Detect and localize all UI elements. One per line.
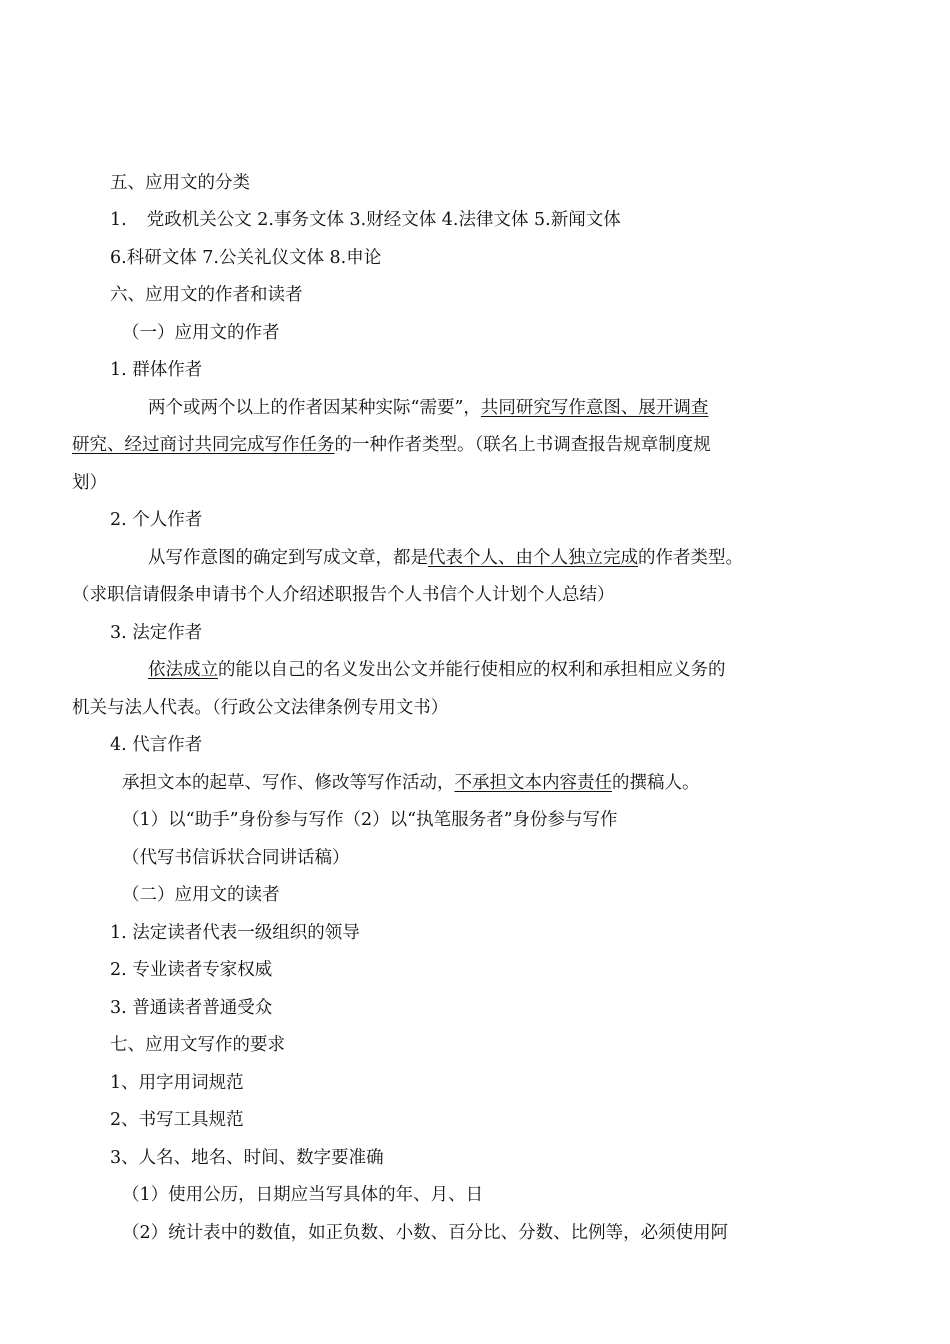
section-heading-7: 七、应用文写作的要求 — [110, 1035, 285, 1055]
list-item-req-3: 3、人名、地名、时间、数字要准确 — [110, 1148, 384, 1168]
item-heading-legal-author: 3. 法定作者 — [110, 623, 203, 643]
text-run: 的作者类型。 — [638, 548, 743, 568]
item-heading-individual-author: 2. 个人作者 — [110, 510, 203, 530]
underlined-text: 不承担文本内容责任 — [454, 773, 612, 793]
paragraph-line: （代写书信诉状合同讲话稿） — [122, 848, 350, 868]
text-run: 从写作意图的确定到写成文章，都是 — [148, 548, 428, 568]
paragraph-line — [72, 433, 711, 457]
text-run: 的一种作者类型。（联名上书调查报告规章制度规 — [334, 435, 711, 455]
list-item-req-2: 2、书写工具规范 — [110, 1110, 244, 1130]
paragraph-line: 机关与法人代表。（行政公文法律条例专用文书） — [72, 698, 449, 718]
list-item-req-1: 1、用字用词规范 — [110, 1073, 244, 1093]
underlined-text: 研究、经过商讨共同完成写作任务 — [72, 435, 335, 455]
paragraph-line — [148, 546, 743, 570]
paragraph-line: 划） — [72, 473, 107, 493]
paragraph-line — [148, 658, 726, 682]
subsection-heading-authors: （一）应用文的作者 — [122, 323, 280, 343]
subsection-heading-readers: （二）应用文的读者 — [122, 885, 280, 905]
paragraph-line: （求职信请假条申请书个人介绍述职报告个人书信个人计划个人总结） — [72, 585, 615, 605]
list-item-2: 6.科研文体 7.公关礼仪文体 8.申论 — [110, 248, 382, 268]
sub-item-2: （2）统计表中的数值，如正负数、小数、百分比、分数、比例等，必须使用阿 — [122, 1223, 729, 1243]
underlined-text: 代表个人、由个人独立完成 — [428, 548, 638, 568]
paragraph-line — [122, 771, 700, 795]
underlined-text: 共同研究写作意图、展开调查 — [480, 398, 709, 418]
list-item-reader-1: 1. 法定读者代表一级组织的领导 — [110, 923, 360, 943]
item-heading-ghost-author: 4. 代言作者 — [110, 735, 203, 755]
list-text: 党政机关公文 2.事务文体 3.财经文体 4.法律文体 5.新闻文体 — [146, 210, 621, 230]
item-heading-group-author: 1. 群体作者 — [110, 360, 203, 380]
list-number: 1. — [110, 210, 127, 230]
text-run: 承担文本的起草、写作、修改等写作活动， — [122, 773, 455, 793]
section-heading-6: 六、应用文的作者和读者 — [110, 285, 303, 305]
list-item-reader-3: 3. 普通读者普通受众 — [110, 998, 273, 1018]
list-item-1 — [110, 208, 621, 232]
underlined-text: 依法成立 — [148, 660, 218, 680]
text-run: 的撰稿人。 — [612, 773, 700, 793]
paragraph-line: （1）以“助手”身份参与写作（2）以“执笔服务者”身份参与写作 — [122, 810, 618, 830]
section-heading-5: 五、应用文的分类 — [110, 173, 250, 193]
text-run: 的能以自己的名义发出公文并能行使相应的权利和承担相应义务的 — [218, 660, 726, 680]
text-run: 两个或两个以上的作者因某种实际“需要”， — [148, 398, 481, 418]
list-item-reader-2: 2. 专业读者专家权威 — [110, 960, 273, 980]
sub-item-1: （1）使用公历，日期应当写具体的年、月、日 — [122, 1185, 484, 1205]
paragraph-line — [148, 396, 708, 420]
